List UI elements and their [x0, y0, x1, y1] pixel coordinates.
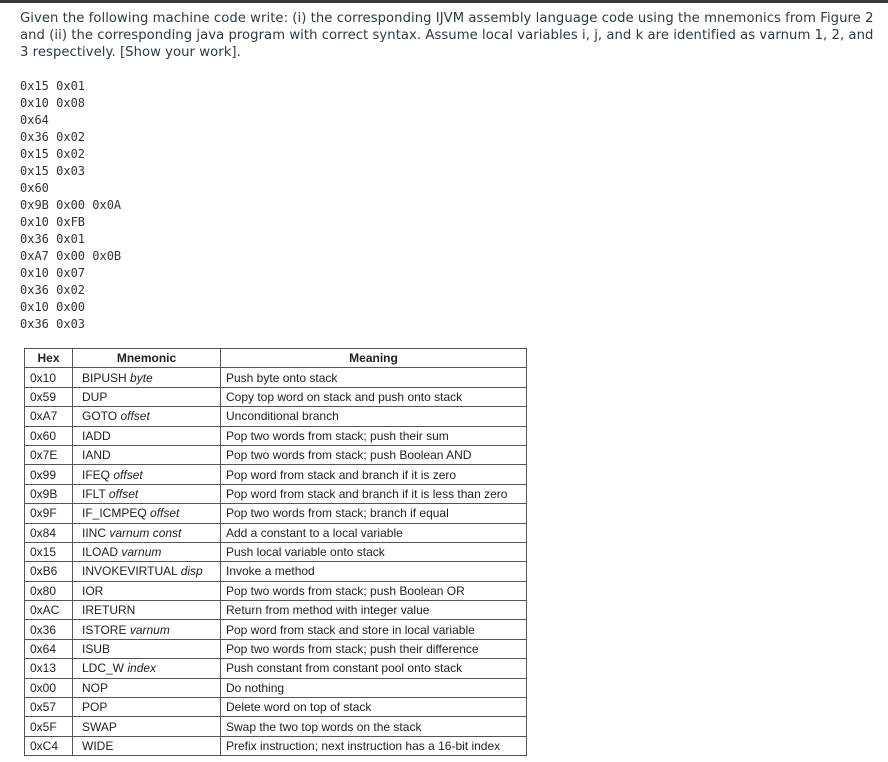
mnemonic-opcode: IFLT — [82, 486, 106, 501]
mnemonic-opcode: ISTORE — [82, 622, 127, 637]
cell-meaning: Unconditional branch — [221, 407, 527, 426]
cell-meaning: Invoke a method — [221, 562, 527, 581]
mnemonic-argument: byte — [130, 370, 153, 385]
mnemonic-argument: offset — [108, 486, 139, 501]
code-line: 0x36 0x02 — [20, 130, 86, 144]
code-line: 0x10 0xFB — [20, 215, 86, 229]
table-row — [25, 678, 527, 697]
cell-hex: 0x9F — [25, 504, 73, 523]
cell-hex: 0x84 — [25, 523, 73, 542]
header-meaning: Meaning — [221, 349, 527, 368]
mnemonic-opcode: IF_ICMPEQ — [82, 506, 147, 521]
cell-mnemonic — [73, 484, 221, 503]
cell-hex: 0x59 — [25, 387, 73, 406]
code-line: 0x15 0x02 — [20, 147, 86, 161]
code-line: 0x36 0x03 — [20, 317, 86, 331]
cell-mnemonic — [73, 407, 221, 426]
mnemonic-opcode: IFEQ — [82, 467, 111, 482]
cell-meaning: Push byte onto stack — [221, 368, 527, 387]
table-row — [25, 445, 527, 464]
table-row — [25, 387, 527, 406]
table-row — [25, 698, 527, 717]
cell-mnemonic — [73, 523, 221, 542]
header-mnemonic: Mnemonic — [73, 349, 221, 368]
table-row — [25, 601, 527, 620]
ijvm-instruction-table — [24, 348, 527, 756]
code-line: 0x15 0x01 — [20, 79, 86, 93]
mnemonic-opcode: IOR — [82, 583, 104, 598]
mnemonic-opcode: INVOKEVIRTUAL — [82, 564, 178, 579]
cell-hex: 0x15 — [25, 542, 73, 561]
cell-hex: 0x9B — [25, 484, 73, 503]
cell-mnemonic — [73, 736, 221, 755]
cell-meaning: Delete word on top of stack — [221, 698, 527, 717]
cell-meaning: Swap the two top words on the stack — [221, 717, 527, 736]
cell-hex: 0xB6 — [25, 562, 73, 581]
mnemonic-opcode: WIDE — [82, 739, 114, 753]
table-row — [25, 504, 527, 523]
code-line: 0x10 0x08 — [20, 96, 86, 110]
mnemonic-opcode: ILOAD — [82, 545, 119, 560]
machine-code-listing — [20, 78, 121, 333]
cell-meaning: Pop two words from stack; push their sum — [221, 426, 527, 445]
cell-mnemonic — [73, 445, 221, 464]
mnemonic-opcode: IADD — [82, 428, 111, 443]
cell-hex: 0x5F — [25, 717, 73, 736]
code-line: 0x64 — [20, 113, 49, 127]
cell-meaning: Add a constant to a local variable — [221, 523, 527, 542]
mnemonic-argument: offset — [113, 467, 143, 482]
cell-mnemonic — [73, 562, 221, 581]
cell-hex: 0x7E — [25, 445, 73, 464]
cell-hex: 0x64 — [25, 639, 73, 658]
mnemonic-argument: disp — [180, 564, 203, 579]
cell-mnemonic — [73, 368, 221, 387]
code-line: 0x10 0x00 — [20, 300, 86, 314]
cell-mnemonic — [73, 698, 221, 717]
cell-mnemonic — [73, 678, 221, 697]
cell-meaning: Return from method with integer value — [221, 601, 527, 620]
table-row — [25, 562, 527, 581]
cell-meaning: Copy top word on stack and push onto stack — [221, 387, 527, 406]
cell-mnemonic — [73, 659, 221, 678]
table-row — [25, 465, 527, 484]
code-line: 0x36 0x01 — [20, 232, 86, 246]
mnemonic-opcode: BIPUSH — [82, 370, 127, 385]
table-row — [25, 581, 527, 600]
mnemonic-opcode: IRETURN — [82, 603, 136, 618]
cell-hex: 0x13 — [25, 659, 73, 678]
cell-meaning: Prefix instruction; next instruction has a 16-bit index — [221, 736, 527, 755]
cell-hex: 0x99 — [25, 465, 73, 484]
mnemonic-argument: varnum — [129, 622, 170, 637]
table-row — [25, 639, 527, 658]
cell-meaning: Push constant from constant pool onto stack — [221, 659, 527, 678]
cell-mnemonic — [73, 426, 221, 445]
cell-mnemonic — [73, 620, 221, 639]
cell-mnemonic — [73, 717, 221, 736]
cell-meaning: Pop two words from stack; push their difference — [221, 639, 527, 658]
table-row — [25, 523, 527, 542]
mnemonic-opcode: DUP — [82, 389, 108, 404]
mnemonic-opcode: LDC_W — [82, 661, 125, 676]
table-row — [25, 620, 527, 639]
cell-hex: 0x00 — [25, 678, 73, 697]
cell-mnemonic — [73, 639, 221, 658]
cell-mnemonic — [73, 465, 221, 484]
code-line: 0x60 — [20, 181, 49, 195]
code-line: 0x36 0x02 — [20, 283, 86, 297]
mnemonic-argument: offset — [150, 506, 180, 521]
mnemonic-argument: varnum const — [109, 525, 182, 540]
cell-hex: 0xA7 — [25, 407, 73, 426]
cell-hex: 0xAC — [25, 601, 73, 620]
cell-meaning: Pop word from stack and branch if it is less than zero — [221, 484, 527, 503]
mnemonic-argument: offset — [120, 409, 150, 424]
cell-hex: 0x57 — [25, 698, 73, 717]
mnemonic-opcode: SWAP — [82, 719, 117, 734]
code-line: 0x9B 0x00 0x0A — [20, 198, 122, 212]
header-hex: Hex — [25, 349, 73, 368]
table-row — [25, 484, 527, 503]
cell-meaning: Pop two words from stack; push Boolean AND — [221, 445, 527, 464]
table-row — [25, 542, 527, 561]
cell-mnemonic — [73, 601, 221, 620]
code-line: 0xA7 0x00 0x0B — [20, 249, 122, 263]
cell-meaning: Pop word from stack and store in local variable — [221, 620, 527, 639]
cell-meaning: Pop two words from stack; push Boolean OR — [221, 581, 527, 600]
table-row — [25, 407, 527, 426]
cell-hex: 0x80 — [25, 581, 73, 600]
cell-mnemonic — [73, 581, 221, 600]
mnemonic-opcode: IAND — [82, 448, 111, 463]
cell-hex: 0x36 — [25, 620, 73, 639]
cell-meaning: Pop two words from stack; branch if equal — [221, 504, 527, 523]
cell-mnemonic — [73, 387, 221, 406]
table-row — [25, 659, 527, 678]
mnemonic-argument: index — [127, 661, 157, 676]
mnemonic-opcode: ISUB — [82, 642, 111, 657]
mnemonic-opcode: NOP — [82, 680, 109, 695]
cell-meaning: Pop word from stack and branch if it is zero — [221, 465, 527, 484]
table-row — [25, 717, 527, 736]
cell-meaning: Push local variable onto stack — [221, 542, 527, 561]
mnemonic-opcode: IINC — [82, 525, 106, 540]
table-row — [25, 426, 527, 445]
cell-mnemonic — [73, 504, 221, 523]
cell-mnemonic — [73, 542, 221, 561]
cell-hex: 0xC4 — [25, 736, 73, 755]
mnemonic-opcode: GOTO — [82, 409, 118, 424]
table-header-row — [25, 349, 527, 368]
top-divider — [0, 0, 888, 3]
cell-hex: 0x10 — [25, 368, 73, 387]
code-line: 0x15 0x03 — [20, 164, 86, 178]
question-text: Given the following machine code write: (i) the corresponding IJVM assembly language code using the mnemonics from Figure 2 and (ii) the corresponding java program with correct syntax. Assume local variables i, j, and k are identified as varnum 1, 2, and 3 respectively. [Show your work]. — [20, 11, 874, 60]
cell-meaning: Do nothing — [221, 678, 527, 697]
cell-hex: 0x60 — [25, 426, 73, 445]
mnemonic-argument: varnum — [121, 545, 162, 560]
code-line: 0x10 0x07 — [20, 266, 86, 280]
table-row — [25, 736, 527, 755]
mnemonic-opcode: POP — [82, 700, 108, 715]
table-row — [25, 368, 527, 387]
